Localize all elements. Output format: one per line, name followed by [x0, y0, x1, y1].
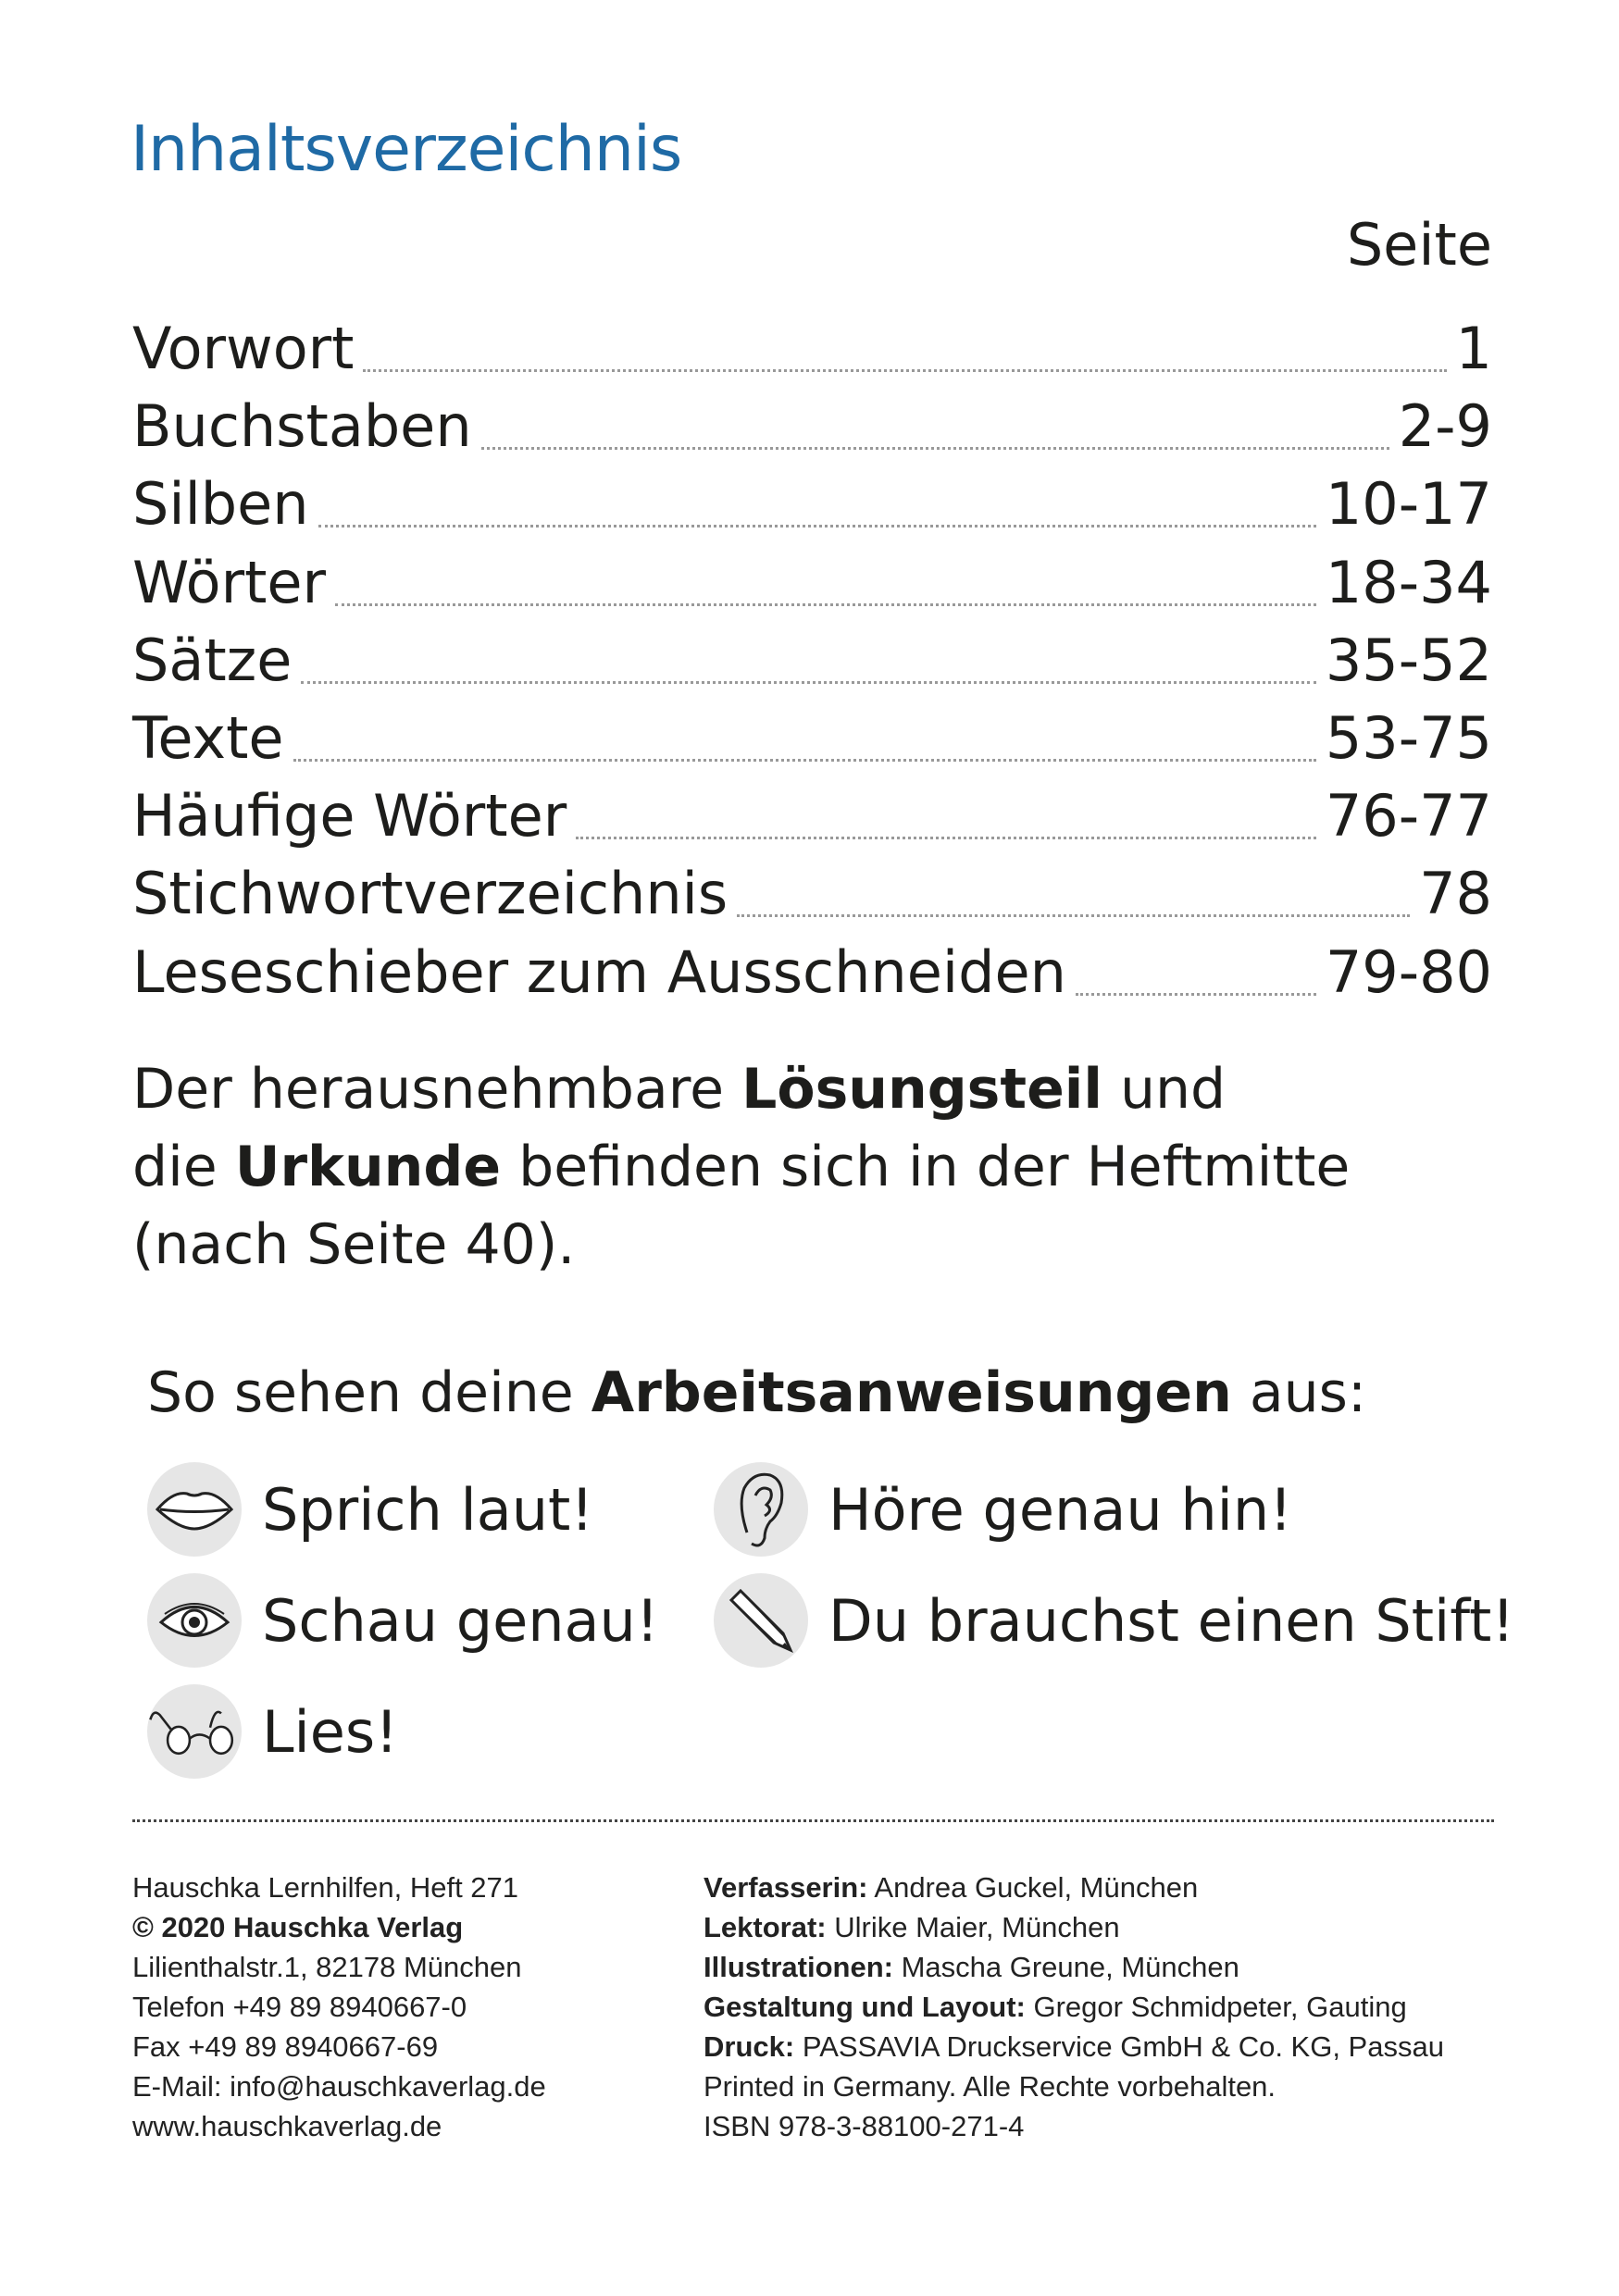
toc-row — [132, 782, 1492, 856]
footer-line: Lilienthalstr.1, 82178 München — [132, 1951, 522, 1983]
credit-line — [704, 1907, 1444, 1947]
toc-pages: 10-17 — [1325, 470, 1492, 539]
footer-line: Hauschka Lernhilfen, Heft 271 — [132, 1871, 519, 1904]
toc-label: Leseschieber zum Ausschneiden — [132, 937, 1066, 1006]
glasses-icon — [147, 1684, 242, 1779]
instruction-item — [147, 1684, 398, 1779]
note-text: und — [1102, 1057, 1227, 1122]
note-text: die — [132, 1135, 235, 1199]
instructions-intro — [147, 1360, 1366, 1425]
credit-key: Illustrationen: — [704, 1951, 893, 1983]
ear-icon — [714, 1462, 808, 1557]
instruction-label: Lies! — [262, 1697, 399, 1766]
lips-icon — [147, 1462, 242, 1557]
instruction-item — [147, 1573, 659, 1668]
leader-dots — [1076, 993, 1316, 996]
toc-row — [132, 704, 1492, 778]
toc-label: Wörter — [132, 548, 327, 616]
toc-pages: 76-77 — [1325, 782, 1492, 850]
leader-dots — [363, 369, 1446, 372]
instruction-item — [714, 1573, 1514, 1668]
footer-credits — [704, 1868, 1444, 2146]
credit-line — [704, 1987, 1444, 2027]
credit-value: Gregor Schmidpeter, Gauting — [1025, 1991, 1407, 2023]
intro-text: aus: — [1231, 1360, 1367, 1425]
note-text: befinden sich in der Heftmitte — [501, 1135, 1351, 1199]
intro-bold: Arbeitsanweisungen — [591, 1360, 1232, 1425]
footer-line: Fax +49 89 8940667-69 — [132, 2030, 439, 2063]
footer-line: E-Mail: info@hauschkaverlag.de — [132, 2070, 546, 2103]
toc-pages: 79-80 — [1325, 937, 1492, 1006]
divider — [132, 1819, 1494, 1822]
credit-line — [704, 2106, 1444, 2146]
credit-key: Lektorat: — [704, 1911, 827, 1943]
credit-value: Mascha Greune, München — [892, 1951, 1239, 1983]
page-column-header: Seite — [1346, 211, 1492, 279]
toc-row — [132, 549, 1492, 623]
toc-row — [132, 860, 1492, 934]
page-title: Inhaltsverzeichnis — [131, 113, 682, 186]
toc-label: Texte — [132, 704, 284, 772]
toc-row — [132, 392, 1492, 466]
footer-line: www.hauschkaverlag.de — [132, 2110, 442, 2142]
toc-pages: 18-34 — [1325, 548, 1492, 616]
leader-dots — [301, 681, 1315, 684]
leader-dots — [335, 603, 1316, 606]
toc-label: Häufige Wörter — [132, 782, 567, 850]
note-text: Der herausnehmbare — [132, 1057, 742, 1122]
leader-dots — [576, 837, 1316, 839]
instruction-label: Sprich laut! — [262, 1475, 594, 1544]
credit-value: Printed in Germany. Alle Rechte vorbehalten. — [704, 2070, 1277, 2103]
instruction-label: Schau genau! — [262, 1586, 659, 1655]
instruction-item — [147, 1462, 593, 1557]
credit-line — [704, 1868, 1444, 1907]
pencil-icon — [714, 1573, 808, 1668]
toc-label: Sätze — [132, 626, 293, 694]
toc-label: Buchstaben — [132, 392, 472, 461]
toc-label: Stichwortverzeichnis — [132, 860, 729, 928]
footer-line: © 2020 Hauschka Verlag — [132, 1911, 464, 1943]
credit-key: Gestaltung und Layout: — [704, 1991, 1026, 2023]
credit-key: Verfasserin: — [704, 1871, 868, 1904]
toc-pages: 1 — [1455, 315, 1492, 382]
credit-value: Ulrike Maier, München — [826, 1911, 1120, 1943]
credit-value: ISBN 978-3-88100-271-4 — [704, 2110, 1025, 2142]
footer-line: Telefon +49 89 8940667-0 — [132, 1991, 467, 2023]
note-bold: Lösungsteil — [741, 1057, 1102, 1122]
toc-row — [132, 627, 1492, 701]
leader-dots — [293, 759, 1316, 762]
credit-line — [704, 2027, 1444, 2066]
toc-row — [132, 470, 1492, 544]
credit-key: Druck: — [704, 2030, 795, 2063]
intro-text: So sehen deine — [147, 1360, 592, 1425]
credit-value: PASSAVIA Druckservice GmbH & Co. KG, Passau — [794, 2030, 1444, 2063]
toc-pages: 35-52 — [1325, 626, 1492, 694]
toc-row — [132, 938, 1492, 1012]
leader-dots — [318, 525, 1316, 527]
toc-label: Silben — [132, 470, 309, 539]
instruction-label: Du brauchst einen Stift! — [828, 1586, 1515, 1655]
toc-pages: 78 — [1419, 860, 1492, 928]
note-text: (nach Seite 40). — [132, 1212, 576, 1277]
credit-line — [704, 2066, 1444, 2106]
instruction-item — [714, 1462, 1292, 1557]
note-paragraph — [132, 1050, 1350, 1284]
toc-row — [132, 315, 1492, 389]
credit-value: Andrea Guckel, München — [867, 1871, 1199, 1904]
toc-label: Vorwort — [132, 315, 355, 382]
leader-dots — [481, 447, 1389, 450]
credit-line — [704, 1947, 1444, 1987]
toc-pages: 2-9 — [1398, 392, 1492, 461]
leader-dots — [737, 914, 1410, 917]
instruction-label: Höre genau hin! — [828, 1475, 1292, 1544]
footer-publisher — [132, 1868, 546, 2146]
toc-pages: 53-75 — [1325, 704, 1492, 772]
eye-icon — [147, 1573, 242, 1668]
note-bold: Urkunde — [234, 1135, 502, 1199]
